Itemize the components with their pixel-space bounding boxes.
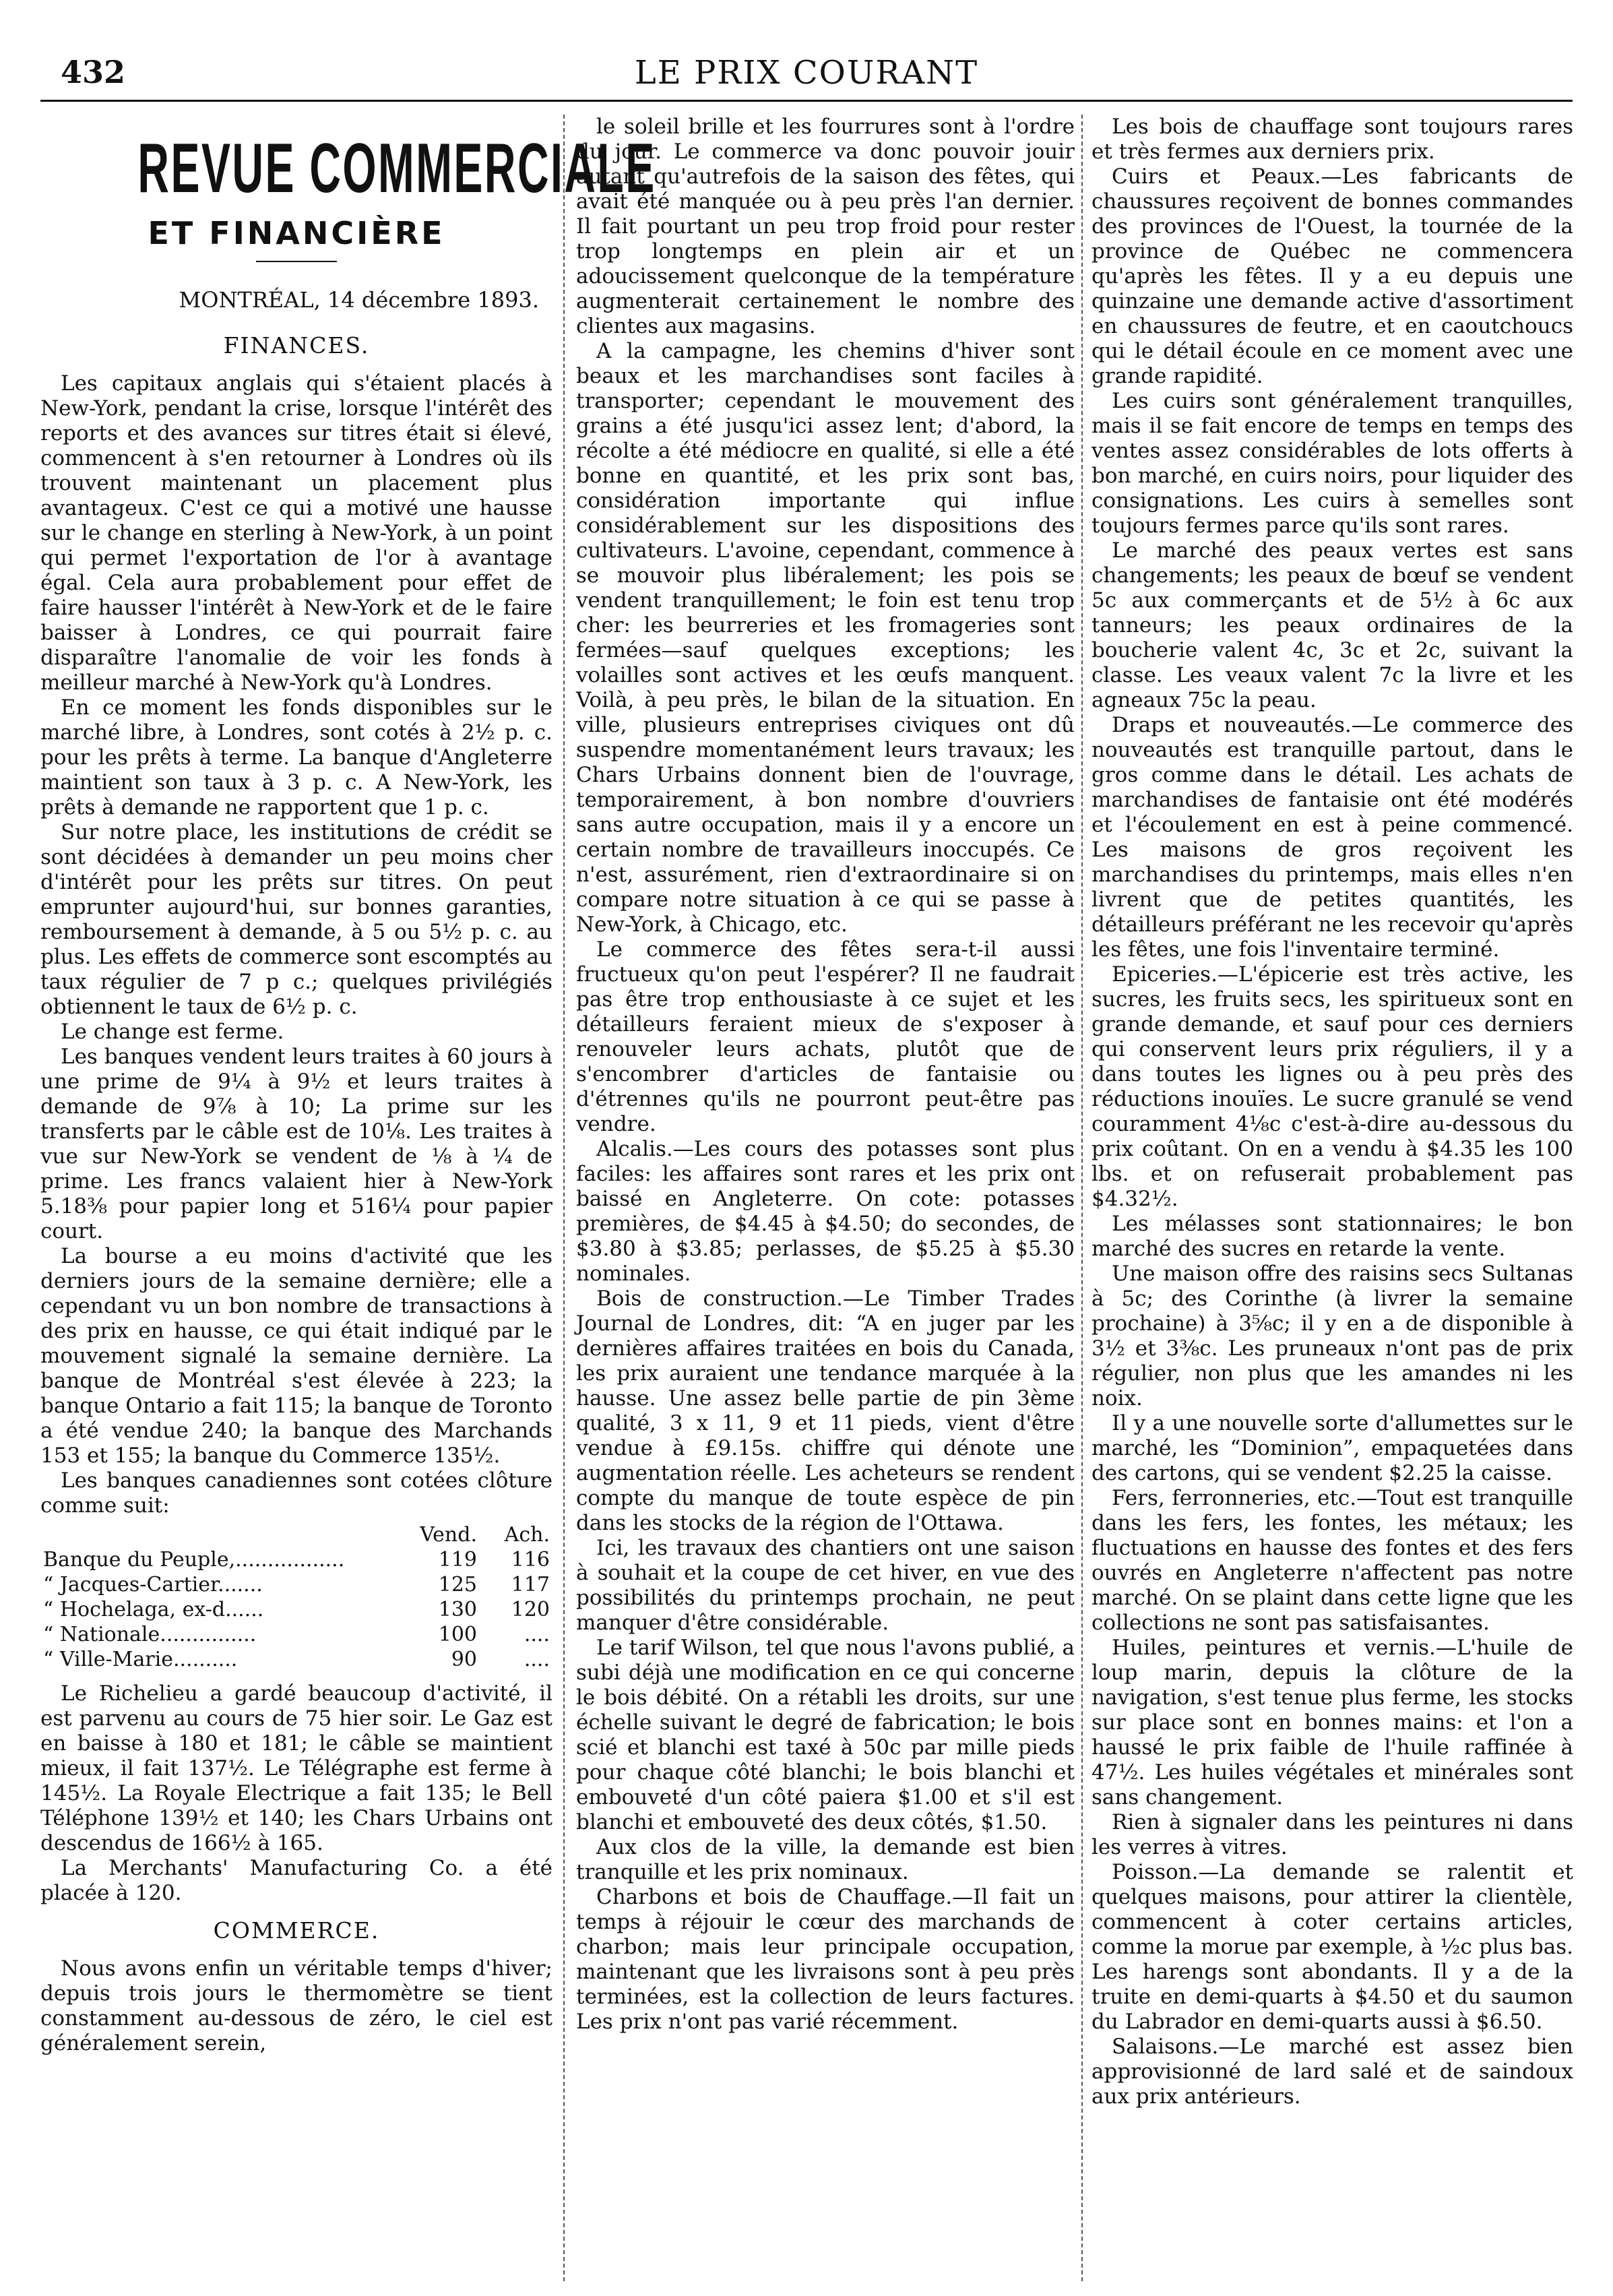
paragraph: Ici, les travaux des chantiers ont une saison à souhait et la coupe de cet hiver, en vue des possibilités du printemps prochain, ne peut manquer d'être considérable. (576, 1536, 1075, 1635)
paragraph: Epiceries.—L'épicerie est très active, les sucres, les fruits secs, les spiritueux sont en grande demande, et sauf pour ces derniers qui conservent leurs prix réguliers, il y a dans toutes les lignes ou à peu près des réductions inouïes. Le sucre granulé se vend couramment 4⅛c c'est-à-dire au-dessous du prix coûtant. On en a vendu à $4.35 les 100 lbs. et on refuserait probablement pas $4.32½. (1092, 962, 1573, 1211)
paragraph: Les bois de chauffage sont toujours rares et très fermes aux derniers prix. (1092, 115, 1573, 164)
bank-name-cell: “ Hochelaga, ex-d...... (43, 1598, 264, 1621)
table-row (40, 1622, 552, 1647)
paragraph: En ce moment les fonds disponibles sur le marché libre, à Londres, sont cotés à 2½ p. c. pour les prêts à terme. La banque d'Angleterre maintient son taux à 3 p. c. A New-York, les prêts à demande ne rapportent que 1 p. c. (40, 695, 552, 819)
paragraph: Charbons et bois de Chauffage.—Il fait un temps à réjouir le cœur des marchands de charbon; mais leur principale occupation, maintenant que les livraisons sont à peu près terminées, est la collection de leurs factures. Les prix n'ont pas varié récemment. (576, 1885, 1075, 2034)
column-3 (1092, 115, 1573, 2281)
table-header-cell: Ach. (504, 1523, 550, 1547)
paragraph: Alcalis.—Les cours des potasses sont plus faciles: les affaires sont rares et les prix ont baissé en Angleterre. On cote: potasses premières, de $4.45 à $4.50; do secondes, de $3.80 à $3.85; perlasses, de $5.25 à $5.30 nominales. (576, 1137, 1075, 1286)
bank-name-cell: Banque du Peuple,................. (43, 1548, 345, 1572)
bank-name-cell: “ Jacques-Cartier....... (43, 1573, 263, 1596)
paragraph: Cuirs et Peaux.—Les fabricants de chaussures reçoivent de bonnes commandes des provinces de l'Ouest, la tournée de la province de Québec ne commencera qu'après les fêtes. Il y a eu depuis une quinzaine une demande active d'assortiment en chaussures de feutre, et en caoutchoucs qui le détail écoule en ce moment avec une grande rapidité. (1092, 164, 1573, 388)
paragraph: Il y a une nouvelle sorte d'allumettes sur le marché, les “Dominion”, empaquetées dans des cartons, qui se vendent $2.25 la caisse. (1092, 1411, 1573, 1485)
table-row (40, 1572, 552, 1597)
banks-table (40, 1522, 552, 1672)
table-header-cell (40, 1522, 407, 1547)
ach-cell: .... (524, 1623, 550, 1646)
dateline: MONTRÉAL, 14 décembre 1893. (179, 287, 539, 313)
ach-cell: 117 (511, 1573, 550, 1596)
paragraph: Les capitaux anglais qui s'étaient placés à New-York, pendant la crise, lorsque l'intérêt des reports et des avances sur titres était si élevé, commencent à s'en retourner à Londres où ils trouvent maintenant un placement plus avantageux. C'est ce qui a motivé une hausse sur le change en sterling à New-York, à un point qui permet l'exportation de l'or à avantage égal. Cela aura probablement pour effet de faire hausser l'intérêt à New-York et de le faire baisser à Londres, ce qui pourrait faire disparaître l'anomalie de voir les fonds à meilleur marché à New-York qu'à Londres. (40, 371, 552, 695)
table-header-cell: Vend. (420, 1523, 477, 1547)
paragraph: Draps et nouveautés.—Le commerce des nouveautés est tranquille partout, dans le gros comme dans le détail. Les achats de marchandises de fantaisie ont été modérés et l'écoulement en est à peine commencé. Les maisons de gros reçoivent les marchandises du printemps, mais elles n'en livrent que de petites quantités, les détailleurs préférant ne les recevoir qu'après les fêtes, une fois l'inventaire terminé. (1092, 713, 1573, 962)
paragraph: Les cuirs sont généralement tranquilles, mais il se fait encore de temps en temps des ventes assez considérables de lots offerts à bon marché, en cuirs noirs, pour liquider des consignations. Les cuirs à semelles sont toujours fermes parce qu'ils sont rares. (1092, 389, 1573, 538)
table-header-row (40, 1522, 552, 1547)
masthead-subtitle: ET FINANCIÈRE (148, 215, 445, 251)
paragraph: Le commerce des fêtes sera-t-il aussi fructueux qu'on peut l'espérer? Il ne faudrait pas être trop enthousiaste à ce sujet et les détailleurs feraient mieux de s'exposer à renouveler leurs achats, plutôt que de s'encombrer d'articles de fantaisie ou d'étrennes qu'ils ne pourront peut-être pas vendre. (576, 937, 1075, 1136)
paragraph: Fers, ferronneries, etc.—Tout est tranquille dans les fers, les fontes, les métaux; les fluctuations en hausse des fontes et des fers ouvrés en Angleterre n'affectent pas notre marché. On se plaint dans cette ligne que les collections ne sont pas satisfaisantes. (1092, 1486, 1573, 1635)
column-divider (1081, 115, 1083, 2281)
paragraph: Nous avons enfin un véritable temps d'hiver; depuis trois jours le thermomètre se tient constamment au-dessous de zéro, le ciel est généralement serein, (40, 1956, 552, 2055)
paragraph: Aux clos de la ville, la demande est bien tranquille et les prix nominaux. (576, 1835, 1075, 1884)
paragraph: Poisson.—La demande se ralentit et quelques maisons, pour attirer la clientèle, commencent à coter certains articles, comme la morue par exemple, à ½c plus bas. Les harengs sont abondants. Il y a de la truite en demi-quarts à $4.50 et du saumon du Labrador en demi-quarts aussi à $6.50. (1092, 1860, 1573, 2034)
bank-name-cell: “ Nationale............... (43, 1623, 257, 1646)
commerce-text-col3 (1092, 115, 1573, 2109)
paragraph: Une maison offre des raisins secs Sultanas à 5c; des Corinthe (à livrer la semaine prochaine) à 3⅝c; il y en a de disponible à 3½ et 3⅜c. Les pruneaux n'ont pas de prix régulier, non plus que les amandes ni les noix. (1092, 1262, 1573, 1410)
section-heading-finances: FINANCES. (223, 332, 370, 359)
commerce-text-col1 (40, 1956, 552, 2056)
commerce-text-col2 (576, 115, 1075, 2035)
vend-cell: 130 (438, 1598, 477, 1621)
paragraph: La Merchants' Manufacturing Co. a été placée à 120. (40, 1856, 552, 1905)
table-row (40, 1547, 552, 1572)
vend-cell: 100 (438, 1623, 477, 1646)
paragraph: Le change est ferme. (61, 1020, 284, 1044)
ach-cell: .... (524, 1648, 550, 1671)
paragraph: Huiles, peintures et vernis.—L'huile de loup marin, depuis la clôture de la navigation, s'est tenue plus ferme, les stocks sur place sont en bonnes mains: et l'on a haussé le prix faible de l'huile raffinée à 47½. Les huiles végétales et minérales sont sans changement. (1092, 1636, 1573, 1809)
paragraph: Le tarif Wilson, tel que nous l'avons publié, a subi déjà une modification en ce qui concerne le bois débité. On a rétabli les droits, sur une échelle suivant le degré de fabrication; le bois scié et blanchi est taxé à 50c par mille pieds pour chaque côté blanchi; le bois blanchi et embouveté d'un côté paiera $1.00 et s'il est blanchi et embouveté des deux côtés, $1.50. (576, 1636, 1075, 1834)
finances-text (40, 371, 552, 1518)
vend-cell: 125 (438, 1573, 477, 1596)
paragraph: Les banques canadiennes sont cotées clôture comme suit: (40, 1468, 552, 1518)
column-2 (576, 115, 1075, 2281)
paragraph: Les mélasses sont stationnaires; le bon marché des sucres en retarde la vente. (1092, 1212, 1573, 1261)
masthead-title: REVUE COMMERCIALE (137, 129, 656, 208)
table-row (40, 1597, 552, 1622)
header-rule (40, 100, 1573, 102)
paragraph: La bourse a eu moins d'activité que les derniers jours de la semaine dernière; elle a cependant vu un bon nombre de transactions à des prix en hausse, ce qui était indiqué par le mouvement signalé la semaine dernière. La banque de Montréal s'est élevée à 223; la banque Ontario a fait 115; la banque de Toronto a été vendue 240; la banque des Marchands 153 et 155; la banque du Commerce 135½. (40, 1244, 552, 1468)
paragraph: Salaisons.—Le marché est assez bien approvisionné de lard salé et de saindoux aux prix antérieurs. (1092, 2035, 1573, 2109)
paragraph: Bois de construction.—Le Timber Trades Journal de Londres, dit: “A en juger par les dernières affaires traitées en bois du Canada, les prix auraient une tendance marquée à la hausse. Une assez belle partie de pin 3ème qualité, 3 x 11, 9 et 11 pieds, vient d'être vendue à £9.15s. chiffre qui dénote une augmentation réelle. Les acheteurs se rendent compte du manque de toute espèce de pin dans les stocks de la région de l'Ottawa. (576, 1286, 1075, 1535)
journal-title: LE PRIX COURANT (634, 54, 979, 92)
paragraph: Le Richelieu a gardé beaucoup d'activité, il est parvenu au cours de 75 hier soir. Le Gaz est en baisse à 180 et 181; le câble se maintient mieux, il fait 137½. Le Télégraphe est ferme à 145½. La Royale Electrique a fait 135; le Bell Téléphone 139½ et 140; les Chars Urbains ont descendus de 166½ à 165. (40, 1681, 552, 1855)
ach-cell: 116 (511, 1548, 550, 1572)
column-divider (563, 115, 565, 2281)
paragraph: Les banques vendent leurs traites à 60 jours à une prime de 9¼ à 9½ et leurs traites à demande de 9⅞ à 10; La prime sur les transferts par le câble est de 10⅛. Les traites à vue sur New-York se vendent de ⅛ à ¼ de prime. Les francs valaient hier à New-York 5.18⅜ pour papier long et 516¼ pour papier court. (40, 1045, 552, 1243)
page-header (40, 47, 1573, 94)
bank-name-cell: “ Ville-Marie.......... (43, 1648, 238, 1671)
table-row (40, 1647, 552, 1672)
paragraph: Le marché des peaux vertes est sans changements; les peaux de bœuf se vendent 5c aux commerçants et de 5½ à 6c aux tanneurs; les peaux ordinaires de la boucherie valent 4c, 3c et 2c, suivant la classe. Les veaux valent 7c la livre et les agneaux 75c la peau. (1092, 538, 1573, 712)
section-heading-commerce: COMMERCE. (213, 1917, 380, 1944)
paragraph: Sur notre place, les institutions de crédit se sont décidées à demander un peu moins cher d'intérêt pour les prêts sur titres. On peut emprunter aujourd'hui, sur bonnes garanties, remboursement à demande, à 5 ou 5½ p. c. au plus. Les effets de commerce sont escomptés au taux régulier de 7 p c.; quelques privilégiés obtiennent le taux de 6½ p. c. (40, 820, 552, 1019)
paragraph: le soleil brille et les fourrures sont à l'ordre du jour. Le commerce va donc pouvoir jouir autant qu'autrefois de la saison des fêtes, qui avait été manquée ou à peu près l'an dernier. Il fait pourtant un peu trop froid pour rester trop longtemps en plein air et un adoucissement quelconque de la température augmenterait certainement le nombre des clientes aux magasins. (576, 115, 1075, 338)
ach-cell: 120 (511, 1598, 550, 1621)
column-1 (40, 115, 656, 2281)
finances-text-after (40, 1681, 552, 1906)
masthead-rule (256, 261, 337, 262)
paragraph: A la campagne, les chemins d'hiver sont beaux et les marchandises sont faciles à transporter; cependant le mouvement des grains a été jusqu'ici assez lent; d'abord, la récolte a été médiocre en qualité, si elle a été bonne en quantité, et les prix sont bas, considération importante qui influe considérablement sur les dispositions des cultivateurs. L'avoine, cependant, commence à se mouvoir plus libéralement; les pois se vendent tranquillement; le foin est tenu trop cher: les beurreries et les fromageries sont fermées—sauf quelques exceptions; les volailles sont actives et les œufs manquent. Voilà, à peu près, le bilan de la situation. En ville, plusieurs entreprises civiques ont dû suspendre momentanément leurs travaux; les Chars Urbains donnent bien de l'ouvrage, temporairement, à bon nombre d'ouvriers sans autre occupation, mais il y a encore un certain nombre de travailleurs inoccupés. Ce n'est, assurément, rien d'extraordinaire si on compare notre situation à ce qui se passe à New-York, à Chicago, etc. (576, 339, 1075, 937)
paragraph: Rien à signaler dans les peintures ni dans les verres à vitres. (1092, 1810, 1573, 1859)
vend-cell: 90 (451, 1648, 477, 1671)
vend-cell: 119 (438, 1548, 477, 1572)
page-number: 432 (61, 54, 126, 90)
